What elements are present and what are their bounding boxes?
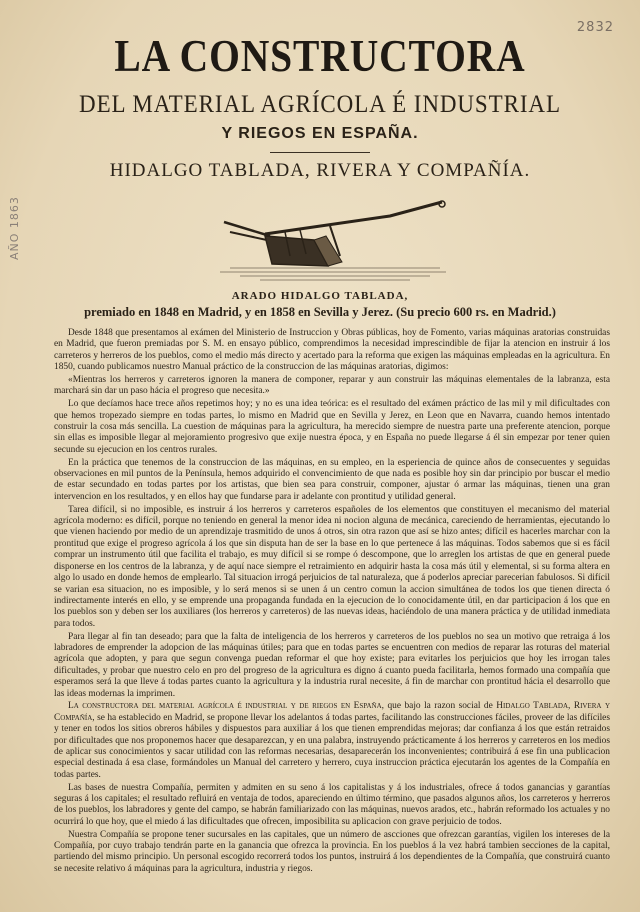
year-annotation: AÑO 1863 xyxy=(8,196,21,260)
paragraph: Las bases de nuestra Compañía, permiten y admiten en su seno á los capitalistas y á los industriales, ofrece á todos ganancias y garantías seguras á los capitales; el resultado refluirá en ventaja de todos, apareciendo en último término, que pasados algunos años, los carreteros y herreros de los pueblos, los labradores y gente del campo, se habrán familiarizado con las máquinas, nuevos arados, etc., habrán reformado los actuales y no ocurrirá lo que hoy, que el miedo á las dificultades que ofrecen, imposibilita su aplicacion con grave perjuicio de todos. xyxy=(54,782,610,827)
masthead-subtitle: DEL MATERIAL AGRÍCOLA É INDUSTRIAL xyxy=(79,91,561,118)
divider-rule xyxy=(270,152,370,153)
paragraph: Para llegar al fin tan deseado; para que la falta de inteligencia de los herreros y carreteros de los pueblos no sea un motivo que retraiga á los labradores de emprender la adopcion de las máquinas útiles; para que en todas partes se encuentren con medios de reparar las roturas del material agrícola que adopten, y para que segun convenga puedan reformar el que hoy existe; para evitarles los perjuicios que hoy les irrogan tales dificultades, y probar que nuestro celo en pro del progreso de la agricultura es digno á cuanto pueda facilitarla, hemos formado una compañía que esperamos será la que lleve á todas partes cuanto la agricultura y la industria rural necesite, á fin de marchar con prontitud hácia el desarrollo que las ideas modernas la imprimen. xyxy=(54,631,610,699)
company-short-name: Hidalgo Tablada, Rivera y Compañía, xyxy=(54,701,610,723)
illustration-caption-title: ARADO HIDALGO TABLADA, xyxy=(231,290,409,302)
body-text xyxy=(54,328,610,903)
company-name: HIDALGO TABLADA, RIVERA Y COMPAÑÍA. xyxy=(109,160,531,181)
paragraph-text: se ha establecido en Madrid, se propone llevar los adelantos á todas partes, facilitando las construcciones fáciles, proveer de las difíciles y tener en todos los sitios obreros hábiles y dispuestos para auxiliar á los que tienen emprendidas mejoras; dar confianza á los que están retraidos por dificultades que nos proponemos hacer que desaparezcan, y en una palabra, instruyendo prácticamente á los herreros y carreteros en los medios de aplicar sus conocimientos y sacar utilidad con las reformas necesarias, desaparecerán los inconvenientes; contribuirá á ese fin una publicacion especial destinada á esa clase, formándoles un Manual del carretero y herrero, cuya instruccion práctica ejecutarán los agentes de la Compañía en todas partes. xyxy=(54,712,610,780)
paragraph: Nuestra Compañía se propone tener sucursales en las capitales, que un número de ascciones que ofrezcan garantías, vigilen los intereses de la Compañía, por cuyo trabajo tendrán parte en la ganancia que ofrezca la provincia. En los pueblos á la vez habrá tambien secciones de la capital, partiendo del mismo principio. Un personal escogido recorrerá todos los puntos, instruirá á los dependientes de la Compañía, que construirá cuanto se necesite relativo á máquinas para la agricultura, industria y riegos. xyxy=(54,829,610,874)
paragraph: Desde 1848 que presentamos al exámen del Ministerio de Instruccion y Obras públicas, hoy de Fomento, varias máquinas aratorias construidas en Madrid, que fueron premiadas por S. M. en ensayo público, comprendimos la necesidad imprescindible de fijar la atencion en instruir á los carreteros y herreros de los pueblos, como el medio más directo y acertado para la reforma que exigen las máquinas empleadas en la agricultura. En 1850, cuando publicamos nuestro Manual práctico de la construccion de las máquinas aratorias, digimos: xyxy=(54,328,610,373)
paragraph xyxy=(54,701,610,781)
company-full-name: La constructora del material agrícola é industrial y de riegos en España, xyxy=(68,701,384,712)
masthead-title: LA CONSTRUCTORA xyxy=(114,30,526,81)
masthead-subtitle-2: Y RIEGOS EN ESPAÑA. xyxy=(221,125,419,142)
paragraph-text: que bajo la razon social de xyxy=(384,701,497,712)
paragraph: Lo que decíamos hace trece años repetimos hoy; y no es una idea teórica: es el resultado del exámen práctico de las mil y mil dificultades con que hemos tropezado siempre en todas partes, lo mismo en Madrid que en Sevilla y Jerez, en Leon que en Navarra, cuando hemos intentado construir la cosa más sencilla. La cuestion de máquinas para la agricultura, ha merecido siempre de nuestra parte una preferente atencion, porque sin ellas es imposible llegar al mejoramiento progresivo que exije nuestra época, y en España no puede llegarse á él sin empezar por tener quien secunde su ejecucion en los centros rurales. xyxy=(54,399,610,455)
paragraph: Tarea difícil, si no imposible, es instruir á los herreros y carreteros españoles de los elementos que constituyen el mecanismo del material agrícola moderno: es difícil, porque no teniendo en general la menor idea ni nocion alguna de mecánica, careciendo de herramientas, ejecutando lo que vienen haciendo por medio de un aprendizaje trasmitido de unos á otros, sin otra razon que así se hizo antes; difícil es hacerles marchar con la prontitud que exige el progreso agrícola á los que sin disputa han de ser la base en lo que pertenece á las máquinas. Todos sabemos que si es fácil comprar un instrumento útil que facilita el trabajo, es muy difícil si se rompe ó descompone, que lo arreglen los artistas de que en general puede disponerse en los centros de la labranza, y de aquí nace siempre el retraimiento en adquirir hasta la cosa más útil y elemental, si su forma altera en algo lo usado en donde hemos de emplearlo. Tal situacion irrogá perjuicios de tal naturaleza, que á poderlos apreciar parecerian fabulosos. Si difícil se varian esa situacion, no es imposible, y lo será menos si se unen á un centro comun la accion simultánea de todos los que tienen directa ó indirectamente interés en ello, y se emprende una propaganda fundada en la ejecucion de lo conocidamente útil, en dar participacion á los que en los pueblos son y deben ser los auxiliares (los herreros y carreteros) de las nuevas ideas, haciéndolo de una manera práctica y de utilidad inmediata para todos. xyxy=(54,504,610,629)
plow-illustration-icon xyxy=(210,196,450,284)
quote-paragraph: «Mientras los herreros y carreteros ignoren la manera de componer, reparar y aun construir las máquinas elementales de la labranza, esta marchará sin dar un paso hácia el progreso que necesita.» xyxy=(54,375,610,397)
illustration-caption-detail: premiado en 1848 en Madrid, y en 1858 en Sevilla y Jerez. (Su precio 600 rs. en Madrid.) xyxy=(84,305,556,319)
paragraph: En la práctica que tenemos de la construccion de las máquinas, en su empleo, en la esperiencia de quince años de consecuentes y seguidas observaciones en mil puntos de la Península, hemos adquirido el convencimiento de que nada es posible hoy sin dar principio por buscar el medio de estar secundado en todas partes por los artistas, que bien sea para construir, componer, ajustar ó armar las máquinas, tienen una gran intervencion en los resultados, y en ellos hay que fundarse para ir adelante con prontitud y utilidad general. xyxy=(54,457,610,502)
archive-number: 2832 xyxy=(576,20,614,35)
